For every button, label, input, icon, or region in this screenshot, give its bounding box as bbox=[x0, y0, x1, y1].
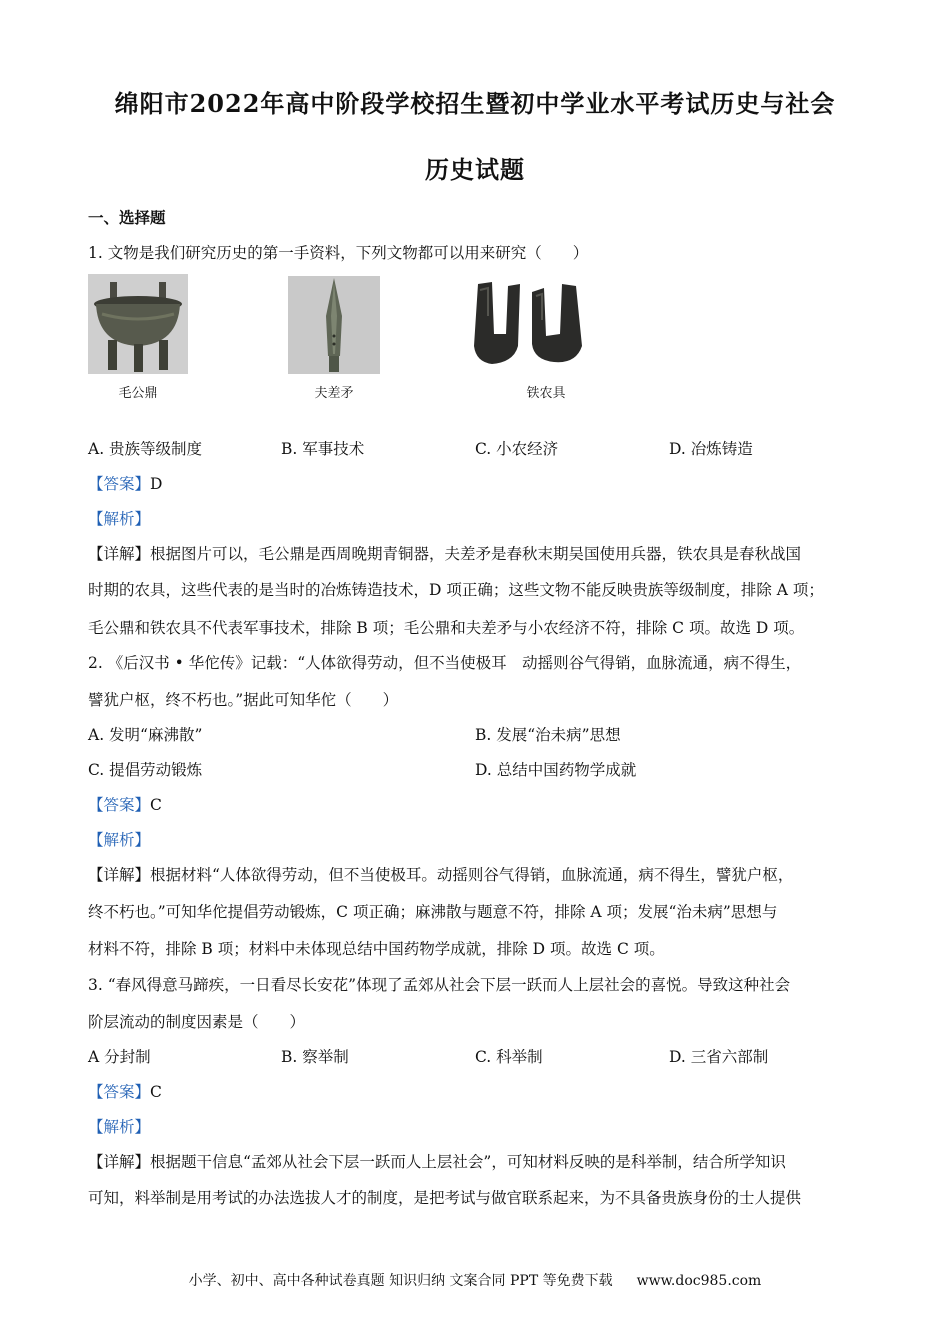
answer-tag: 【答案】 bbox=[88, 475, 151, 493]
answer-value: C bbox=[150, 796, 162, 814]
question-2-option-b: B. 发展“治未病”思想 bbox=[475, 726, 621, 744]
question-2-analysis-tag: 【解析】 bbox=[88, 831, 151, 849]
answer-value: C bbox=[150, 1083, 162, 1101]
figure-caption: 夫差矛 bbox=[314, 386, 354, 401]
bronze-ding-image bbox=[88, 274, 188, 374]
question-1-option-a: A. 贵族等级制度 bbox=[88, 440, 203, 458]
iron-tools-icon bbox=[470, 276, 588, 374]
question-2-stem-line: 2. 《后汉书 • 华佗传》记载：“人体欲得劳动，但不当使极耳 动摇则谷气得销，血脉流通，病不得生， bbox=[88, 654, 802, 672]
page-footer bbox=[0, 1270, 950, 1290]
question-1-detail-line: 【详解】根据图片可以，毛公鼎是西周晚期青铜器，夫差矛是春秋末期吴国使用兵器，铁农具是春秋战国 bbox=[88, 545, 802, 563]
footer-text: 小学、初中、高中各种试卷真题 知识归纳 文案合同 PPT 等免费下载 bbox=[188, 1273, 613, 1289]
question-1-analysis-tag: 【解析】 bbox=[88, 510, 151, 528]
question-3-option-b: B. 察举制 bbox=[281, 1048, 349, 1066]
footer-url-link[interactable]: www.doc985.com bbox=[636, 1273, 762, 1289]
question-2-option-a: A. 发明“麻沸散” bbox=[88, 726, 203, 744]
question-3-option-c: C. 科举制 bbox=[475, 1048, 543, 1066]
question-1-answer bbox=[88, 472, 162, 494]
question-1-detail-line: 时期的农具，这些代表的是当时的冶炼铸造技术，D 项正确；这些文物不能反映贵族等级制度，排除 A 项； bbox=[88, 581, 824, 599]
answer-tag: 【答案】 bbox=[88, 796, 151, 814]
question-2-detail-line: 【详解】根据材料“人体欲得劳动，但不当使极耳。动摇则谷气得销，血脉流通，病不得生，譬犹户枢， bbox=[88, 866, 794, 884]
question-3-answer bbox=[88, 1080, 162, 1102]
bronze-spear-icon bbox=[288, 276, 380, 374]
question-2-detail-line: 终不朽也。”可知华佗提倡劳动锻炼，C 项正确；麻沸散与题意不符，排除 A 项；发展“治未病”思想与 bbox=[88, 903, 778, 921]
bronze-ding-icon bbox=[88, 274, 188, 374]
question-2-option-c: C. 提倡劳动锻炼 bbox=[88, 761, 203, 779]
page-title: 绵阳市2022年高中阶段学校招生暨初中学业水平考试历史与社会 bbox=[114, 89, 836, 118]
bronze-spear-image bbox=[288, 276, 380, 374]
question-1-option-d: D. 冶炼铸造 bbox=[669, 440, 753, 458]
iron-farm-tools-image bbox=[470, 276, 588, 374]
section-heading: 一、选择题 bbox=[88, 208, 166, 227]
question-3-detail-line: 可知，料举制是用考试的办法选拔人才的制度，是把考试与做官联系起来，为不具备贵族身份的士人提供 bbox=[88, 1189, 802, 1207]
figure-caption: 毛公鼎 bbox=[118, 386, 158, 401]
answer-tag: 【答案】 bbox=[88, 1083, 151, 1101]
answer-value: D bbox=[150, 475, 163, 493]
page-subtitle: 历史试题 bbox=[425, 155, 525, 184]
figure-caption: 铁农具 bbox=[526, 386, 566, 401]
question-3-analysis-tag: 【解析】 bbox=[88, 1118, 151, 1136]
question-1-detail-line: 毛公鼎和铁农具不代表军事技术，排除 B 项；毛公鼎和夫差矛与小农经济不符，排除 C 项。故选 D 项。 bbox=[88, 619, 805, 637]
question-3-option-a: A 分封制 bbox=[88, 1048, 151, 1066]
question-1-stem: 1. 文物是我们研究历史的第一手资料，下列文物都可以用来研究（ ） bbox=[88, 244, 589, 262]
question-3-stem-line: 3. “春风得意马蹄疾，一日看尽长安花”体现了孟郊从社会下层一跃而人上层社会的喜悦。导致这种社会 bbox=[88, 976, 791, 994]
question-3-option-d: D. 三省六部制 bbox=[669, 1048, 769, 1066]
question-1-option-b: B. 军事技术 bbox=[281, 440, 365, 458]
question-2-option-d: D. 总结中国药物学成就 bbox=[475, 761, 637, 779]
question-3-stem-line: 阶层流动的制度因素是（ ） bbox=[88, 1013, 306, 1031]
question-3-detail-line: 【详解】根据题干信息“孟郊从社会下层一跃而人上层社会”，可知材料反映的是科举制，结合所学知识 bbox=[88, 1153, 786, 1171]
question-2-answer bbox=[88, 793, 162, 815]
question-2-detail-line: 材料不符，排除 B 项；材料中未体现总结中国药物学成就，排除 D 项。故选 C 项。 bbox=[88, 940, 665, 958]
question-1-option-c: C. 小农经济 bbox=[475, 440, 559, 458]
question-2-stem-line: 譬犹户枢，终不朽也。”据此可知华佗（ ） bbox=[88, 691, 399, 709]
